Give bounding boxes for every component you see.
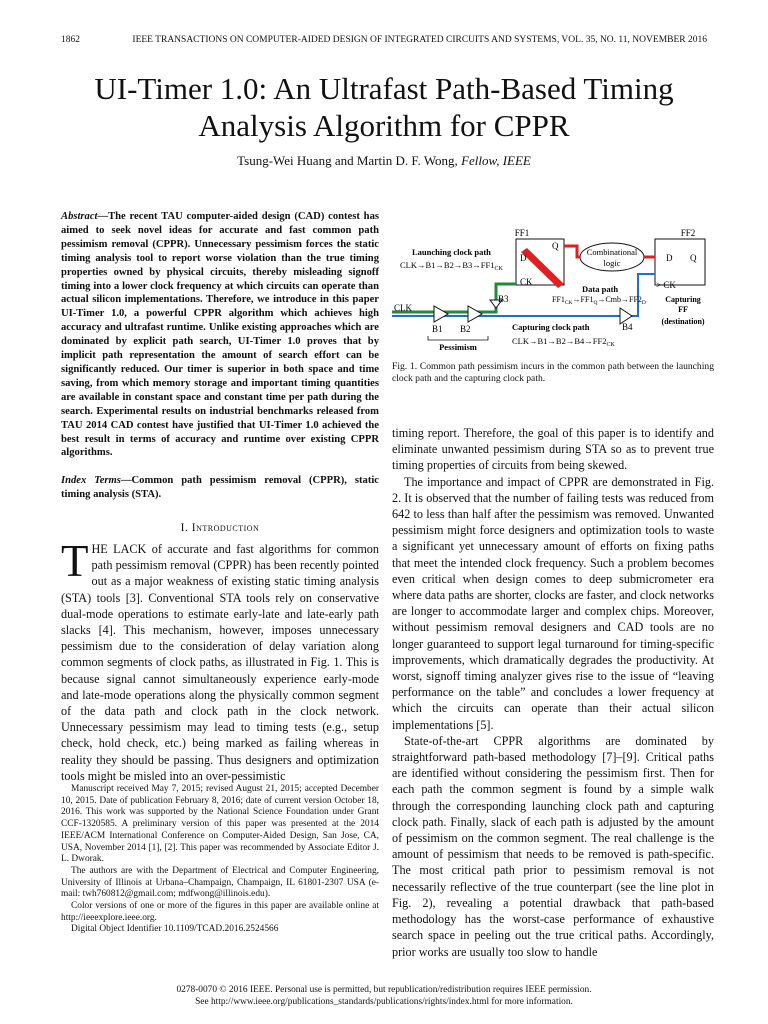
capturing-ff-1: Capturing (665, 295, 701, 304)
b4-label: B4 (622, 322, 633, 332)
intro-lead: HE LACK (91, 542, 147, 556)
comb-label-2: logic (603, 258, 621, 268)
dropcap: T (61, 536, 89, 586)
capturing-ff-2: FF (678, 305, 688, 314)
index-terms (61, 474, 379, 502)
author-affiliation: Fellow, IEEE (461, 153, 531, 168)
section-heading (61, 522, 379, 534)
abstract-label: Abstract (61, 211, 98, 222)
ff2-ck: > CK (656, 280, 676, 290)
footnotes (61, 784, 379, 936)
pessimism-label: Pessimism (439, 342, 477, 352)
section-title: Introduction (191, 522, 260, 534)
ff2-box (655, 239, 705, 285)
b3-label: B3 (498, 294, 509, 304)
page-number: 1862 (61, 35, 80, 45)
figure-caption: Fig. 1. Common path pessimism incurs in the common path between the launching clock path and the capturing clock path. (392, 361, 714, 384)
clk-label: CLK (394, 303, 412, 313)
data-path-ff1 (564, 246, 580, 257)
abstract-text: —The recent TAU computer-aided design (CAD) contest has aimed to seek novel ideas for accurate and fast common path pessimism removal (CPPR). Unnecessary pessimism forces the static timing analysis tool to report worse violation than the true timing properties owned by physical circuits, thereby misleading signoff timing into a lower clock frequency at which circuits can operate than actual silicon implementations. Therefore, we introduce in this paper UI-Timer 1.0, a powerful CPPR algorithm which achieves high accuracy and ultrafast runtime. Unlike existing approaches which are dominated by explicit path search, UI-Timer 1.0 proves that by implicit path representation the amount of search effort can be significantly reduced. Our timer is superior in both space and time saving, from which memory storage and important timing quantities are available in constant space and constant time per path during the search. Experimental results on industrial benchmarks released from TAU 2014 CAD contest have justified that UI-Timer 1.0 achieved the best result in terms of accuracy and runtime over existing CPPR algorithms. (61, 211, 379, 459)
authors (40, 153, 728, 169)
author-names: Tsung-Wei Huang and Martin D. F. Wong, (237, 153, 458, 168)
intro-text: of accurate and fast algorithms for common path pessimism removal (CPPR) has been recently pointed out as a major weakness of existing static timing analysis (STA) tools [3]. Conventional STA tools rely on conservative dual-mode operations to estimate early-late and late-early path slacks [4]. This mechanism, however, imposes unnecessary pessimism due to the consideration of delay variation along common segments of clock paths, as illustrated in Fig. 1. This is because signal cannot simultaneously experience early-mode and late-mode operations along the physically common segment of the data path and clock path in the clock network. Unnecessary pessimism may lead to timing tests (e.g., setup check, hold check, etc.) being marked as failing whereas in reality they should be passing. Thus designers and optimization tools might be misled into an over-pessimistic (61, 542, 379, 783)
buffer-b1 (434, 306, 448, 322)
b1-label: B1 (432, 324, 443, 334)
ff2-q: Q (690, 253, 697, 263)
launch-title: Launching clock path (412, 247, 491, 257)
right-column (392, 425, 714, 960)
paragraph: The importance and impact of CPPR are demonstrated in Fig. 2. It is observed that the number of failing tests was reduced from 642 to less than half after the pessimism was removed. Unwanted pessimism might force designers and optimization tools to waste a significant yet unnecessary amount of efforts on fixing paths that meet the intended clock frequency. Such a problem becomes even critical when design comes to deep submicrometer era where data paths are shorter, clocks are faster, and clock networks are longer to accommodate larger and complex chips. Moreover, without pessimism removal designers and CAD tools are no longer guaranteed to support legal turnaround for timing-specific improvements, which dramatically degrades the productivity. At worst, signoff timing analyzer gives rise to the issue of “leaving performance on the table” and concludes a lower frequency at which the circuits can operate than their actual silicon implementations [5]. (392, 474, 714, 732)
data-title: Data path (582, 284, 619, 294)
pessimism-bracket (428, 336, 488, 340)
capturing-ff-3: (destination) (661, 317, 705, 326)
abstract (61, 210, 379, 460)
ff1-label: FF1 (514, 228, 530, 238)
copyright-line-1: 0278-0070 © 2016 IEEE. Personal use is permitted, but republication/redistribution requires IEEE permission. (176, 985, 592, 995)
ff1-q: Q (552, 241, 559, 251)
ff1-d: D (520, 253, 527, 263)
index-terms-text: —Common path pessimism removal (CPPR), static timing analysis (STA). (61, 475, 379, 500)
footnote: Manuscript received May 7, 2015; revised August 21, 2015; accepted December 10, 2015. Date of publication February 8, 2016; date of current version October 18, 2016. This work was supported by the National Science Foundation under Grant CCF-1320585. A preliminary version of this paper was presented at the 2014 IEEE/ACM International Conference on Computer-Aided Design, San Jose, CA, USA, November 2014 [1], [2]. This paper was recommended by Associate Editor J. L. Dworak. (61, 784, 379, 865)
paper-title: UI-Timer 1.0: An Ultrafast Path-Based Timing Analysis Algorithm for CPPR (94, 71, 674, 143)
launch-seq: $CLK\to B1\to B2\to B3\to FF1_{CK}$ (400, 260, 503, 272)
comb-label-1: Combinational (586, 247, 638, 257)
paragraph: timing report. Therefore, the goal of this paper is to identify and eliminate unwanted pessimism during STA so as to prevent true timing properties of circuits from being skewed. (392, 426, 714, 473)
copyright-notice (40, 984, 728, 1008)
section-number: I. (180, 522, 189, 534)
journal-header: IEEE TRANSACTIONS ON COMPUTER-AIDED DESIGN OF INTEGRATED CIRCUITS AND SYSTEMS, VOL. 35, NO. 11, NOVEMBER 2016 (132, 35, 707, 45)
buffer-b2 (468, 306, 482, 322)
intro-paragraph (61, 536, 379, 784)
capture-seq: $CLK\to B1\to B2\to B4\to FF2_{CK}$ (512, 336, 615, 348)
ff1-ck: CK (520, 277, 533, 287)
data-seq: $FF1_{CK}\to FF1_Q\to Cmb\to FF2_D$ (552, 295, 646, 306)
ff2-label: FF2 (680, 228, 696, 238)
capture-title: Capturing clock path (512, 322, 590, 332)
footnote: Digital Object Identifier 10.1109/TCAD.2016.2524566 (71, 924, 279, 935)
footnote: The authors are with the Department of Electrical and Computer Engineering, University of Illinois at Urbana–Champaign, Champaign, IL 61801-2307 USA (e-mail: twh760812@gmail.com; mdfwong@illinois.edu). (61, 865, 379, 900)
footnote: Color versions of one or more of the figures in this paper are available online at http://ieeexplore.ieee.org. (61, 901, 379, 923)
paragraph: State-of-the-art CPPR algorithms are dominated by straightforward path-based methodology [7]–[9]. Critical paths are identified without considering the pessimism first. Then for each path the common segment is found by a simple walk through the corresponding launching clock path and capturing clock path. Finally, slack of each path is adjusted by the amount of pessimism on the common segment. The real challenge is the amount of pessimism that needs to be removed is path-specific. The most critical path prior to pessimism removal is not necessarily reflective of the true counterpart (see the line plot in Fig. 2), revealing a potential drawback that path-based methodology has the worst-case performance of exhaustive search space in peeling out the true critical paths. Accordingly, prior works are usually too slow to handle (392, 733, 714, 959)
figure-1 (392, 224, 714, 356)
b2-label: B2 (460, 324, 471, 334)
ff2-d: D (666, 253, 673, 263)
copyright-line-2: See http://www.ieee.org/publications_standards/publications/rights/index.html for more information. (195, 997, 573, 1007)
index-terms-label: Index Terms (61, 475, 121, 486)
